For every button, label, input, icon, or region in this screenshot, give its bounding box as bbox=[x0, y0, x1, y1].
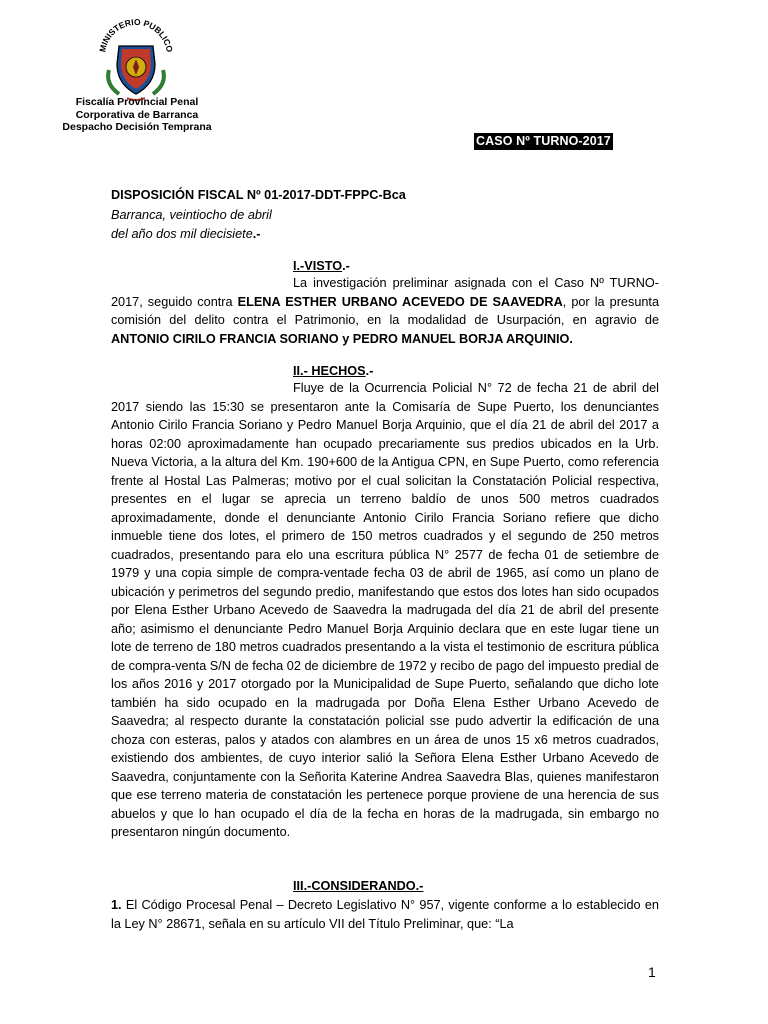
office-line-3: Despacho Decisión Temprana bbox=[62, 121, 212, 133]
place-date-line-1: Barranca, veintiocho de abril bbox=[111, 208, 272, 222]
place-date-end: .- bbox=[252, 226, 261, 241]
visto-text-2: , por la presunta comisión del delito contra el Patrimonio, en la modalidad de Usurpación, en agravio de bbox=[111, 294, 660, 327]
visto-bold-2: ANTONIO CIRILO FRANCIA SORIANO y PEDRO MANUEL BORJA ARQUINIO. bbox=[111, 331, 573, 346]
visto-text-1: La investigación preliminar asignada con el Caso Nº TURNO-2017, seguido contra bbox=[111, 276, 659, 309]
hechos-heading bbox=[293, 364, 373, 378]
hechos-paragraph bbox=[111, 379, 659, 842]
visto-heading-suffix: .- bbox=[342, 259, 350, 273]
visto-bold-1: ELENA ESTHER URBANO ACEVEDO DE SAAVEDRA bbox=[237, 294, 563, 309]
considerando-heading: III.-CONSIDERANDO.- bbox=[293, 879, 424, 893]
considerando-item-number: 1. bbox=[111, 898, 122, 912]
visto-paragraph bbox=[111, 274, 659, 348]
office-line-1: Fiscalía Provincial Penal bbox=[75, 96, 199, 108]
office-line-2: Corporativa de Barranca bbox=[75, 108, 199, 121]
place-date-line-2 bbox=[111, 225, 272, 244]
disposition-title: DISPOSICIÓN FISCAL Nº 01-2017-DDT-FPPC-Bca bbox=[111, 188, 406, 202]
visto-heading bbox=[293, 259, 350, 273]
page-number: 1 bbox=[648, 964, 656, 980]
place-date bbox=[111, 206, 272, 243]
hechos-heading-text: II.- HECHOS bbox=[293, 364, 366, 378]
office-block bbox=[48, 96, 226, 134]
considerando-text: El Código Procesal Penal – Decreto Legislativo N° 957, vigente conforme a lo establecido en la Ley N° 28671, señala en su artículo VII del Título Preliminar, que: “La bbox=[111, 898, 659, 931]
hechos-heading-suffix: .- bbox=[365, 364, 374, 378]
considerando-paragraph bbox=[111, 896, 659, 933]
place-date-line-2-text: del año dos mil diecisiete bbox=[111, 226, 253, 241]
ministerio-publico-seal bbox=[97, 12, 175, 102]
case-label: CASO Nº TURNO-2017 bbox=[476, 134, 611, 148]
visto-heading-text: I.-VISTO bbox=[293, 259, 343, 273]
hechos-text: Fluye de la Ocurrencia Policial N° 72 de fecha 21 de abril del 2017 siendo las 15:30 se presentaron ante la Comisaría de Supe Puerto, los denunciantes Antonio Cirilo Francia Soriano y Pedro Manuel Borja Arquinio, que el día 21 de abril del 2017 a horas 02:00 aproximadamente han ocupado precariamente sus predios ubicados en la Urb. Nueva Victoria, a la altura del Km. 190+600 de la Antigua CPN, en Supe Puerto, como referencia frente al Hostal Las Palmeras; motivo por el cual solicitan la Constatación Policial respectiva, presentes en el lugar se aprecia un terreno baldío de unos 500 metros cuadrados aproximadamente, donde el denunciante Antonio Cirilo Francia Soriano refiere que dicho inmueble tiene dos lotes, el primero de 150 metros cuadrados y el segundo de 250 metros cuadrados, presentando para elo una escritura pública N° 2577 de fecha 01 de setiembre de 1979 y una copia simple de compra-ventade fecha 03 de abril de 1965, así como un plano de ubicación y perimetros del segundo predio, manifestando que estos dos lotes han sido ocupados por Elena Esther Urbano Acevedo de Saavedra la madrugada del día 21 de abril del presente año; asimismo el denunciante Pedro Manuel Borja Arquinio declara que en este lugar tiene un lote de terreno de 180 metros cuadrados presentando a la vista el testimonio de escritura pública de compra-venta S/N de fecha 02 de diciembre de 1972 y recibo de pago del impuesto predial de los años 2016 y 2017 otorgado por la Municipalidad de Supe Puerto, señalando que dicho lote también ha sido ocupado en la madrugada por Doña Elena Esther Urbano Acevedo de Saavedra; al respecto durante la constatación policial sse pudo advertir la edificación de una choza con esteras, palos y atados con alambres en un área de unos 15 x6 metros cuadrados, existiendo dos ambientes, de cuyo interior salió la Señora Elena Esther Urbano Acevedo de Saavedra, conjuntamente con la Señorita Katerine Andrea Saavedra Blas, quienes manifestaron que ese terreno materia de constatación les pertenece porque proviene de una herencia de sus abuelos y que lo han ocupado el día de la fecha en horas de la madrugada, sin embargo no presentaron ningún documento. bbox=[111, 381, 659, 839]
seal-text: MINISTERIO PUBLICO bbox=[97, 16, 175, 53]
